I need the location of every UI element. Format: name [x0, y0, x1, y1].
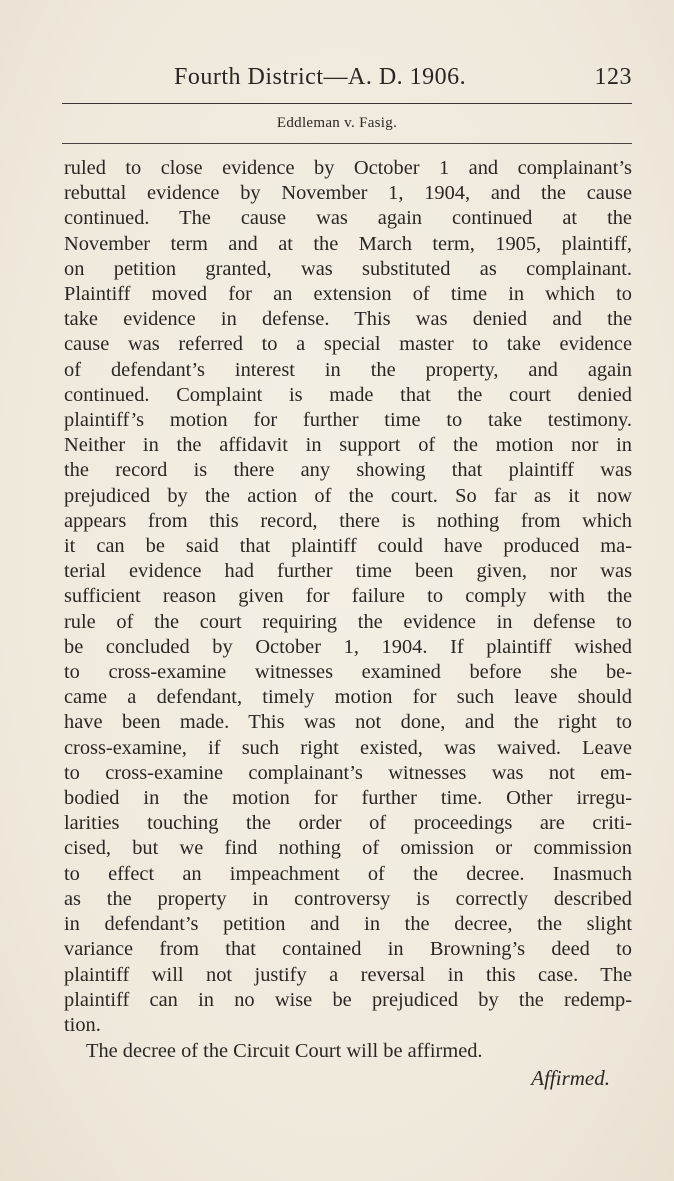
body-line: to cross-examine complainant’s witnesses was not em- — [64, 761, 632, 784]
body-line: have been made. This was not done, and the right to — [64, 711, 632, 734]
page-number: 123 — [594, 64, 632, 90]
body-line: came a defendant, timely motion for such leave should — [64, 686, 632, 709]
body-line: ruled to close evidence by October 1 and complainant’s — [64, 157, 632, 179]
body-line: Neither in the affidavit in support of the motion nor in — [64, 434, 632, 457]
body-line: plaintiff can in no wise be prejudiced by the redemp- — [64, 988, 632, 1011]
body-line: plaintiff’s motion for further time to take testimony. — [64, 409, 632, 432]
body-line: bodied in the motion for further time. Other irregu- — [64, 787, 632, 810]
case-name: Eddleman v. Fasig. — [276, 115, 398, 131]
body-line: cross-examine, if such right existed, was waived. Leave — [64, 736, 632, 759]
body-line: prejudiced by the action of the court. So far as it now — [64, 484, 632, 507]
body-line: cised, but we find nothing of omission or commission — [64, 837, 632, 860]
body-line: terial evidence had further time been given, nor was — [64, 560, 632, 583]
running-title: Fourth District—A. D. 1906. — [174, 64, 467, 90]
running-head — [64, 64, 632, 98]
body-line: as the property in controversy is correctly described — [64, 887, 632, 910]
body-line: take evidence in defense. This was denied and the — [64, 308, 632, 331]
conclusion-sentence: The decree of the Circuit Court will be affirmed. — [86, 1040, 483, 1062]
body-line: rule of the court requiring the evidence in defense to — [64, 610, 632, 633]
case-name-rule — [62, 143, 632, 144]
body-line: rebuttal evidence by November 1, 1904, and the cause — [64, 182, 632, 205]
body-line: on petition granted, was substituted as complainant. — [64, 257, 632, 280]
header-rule — [62, 103, 632, 104]
body-line: larities touching the order of proceedings are criti- — [64, 812, 632, 835]
body-line: to effect an impeachment of the decree. Inasmuch — [64, 862, 632, 885]
body-line: of defendant’s interest in the property, and again — [64, 358, 632, 381]
body-line: the record is there any showing that plaintiff was — [64, 459, 632, 482]
body-line: continued. Complaint is made that the court denied — [64, 383, 632, 406]
body-line: to cross-examine witnesses examined before she be- — [64, 661, 632, 684]
body-line: it can be said that plaintiff could have produced ma- — [64, 535, 632, 558]
disposition: Affirmed. — [531, 1066, 610, 1090]
body-line: sufficient reason given for failure to comply with the — [64, 585, 632, 608]
body-line: Plaintiff moved for an extension of time in which to — [64, 283, 632, 306]
body-line: cause was referred to a special master to take evidence — [64, 333, 632, 356]
body-line: tion. — [64, 1013, 101, 1036]
opinion-body — [64, 156, 632, 1038]
body-line: plaintiff will not justify a reversal in this case. The — [64, 963, 632, 986]
body-line: November term and at the March term, 1905, plaintiff, — [64, 232, 632, 255]
body-line: continued. The cause was again continued at the — [64, 207, 632, 230]
body-line: in defendant’s petition and in the decree, the slight — [64, 913, 632, 936]
body-line: variance from that contained in Browning’s deed to — [64, 938, 632, 961]
body-line: be concluded by October 1, 1904. If plaintiff wished — [64, 635, 632, 658]
body-line: appears from this record, there is nothing from which — [64, 509, 632, 532]
